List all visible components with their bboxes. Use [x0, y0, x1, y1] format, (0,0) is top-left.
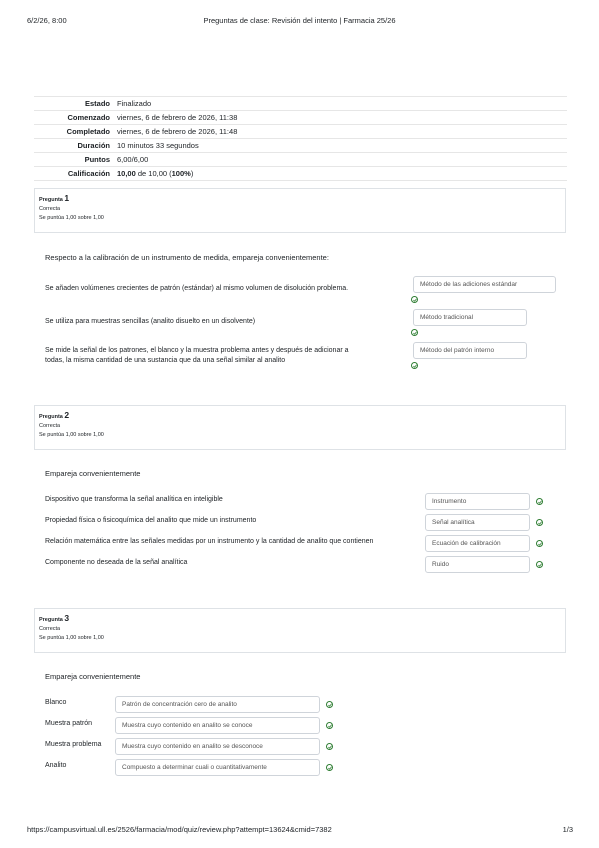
print-url[interactable]: https://campusvirtual.ull.es/2526/farmacia/mod/quiz/review.php?attempt=13624&cmid=7382 [27, 825, 332, 834]
match-select[interactable]: Señal analítica [425, 514, 530, 531]
check-circle-icon [326, 764, 333, 771]
question-text: Respecto a la calibración de un instrumento de medida, empareja convenientemente: [45, 253, 329, 262]
grade-percent: 100% [171, 169, 191, 178]
summary-value: viernes, 6 de febrero de 2026, 11:38 [113, 111, 567, 125]
check-circle-icon [326, 722, 333, 729]
match-select[interactable]: Compuesto a determinar cuali o cuantitativamente [115, 759, 320, 776]
check-circle-icon [536, 498, 543, 505]
summary-row [34, 125, 567, 139]
match-select[interactable]: Ruido [425, 556, 530, 573]
summary-label: Comenzado [34, 111, 113, 125]
summary-label: Duración [34, 139, 113, 153]
match-select[interactable]: Muestra cuyo contenido en analito se desconoce [115, 738, 320, 755]
summary-row [34, 153, 567, 167]
check-circle-icon [536, 519, 543, 526]
check-circle-icon [411, 329, 418, 336]
print-page-number: 1/3 [562, 825, 573, 834]
question-score: Se puntúa 1,00 sobre 1,00 [39, 432, 104, 438]
match-select[interactable]: Instrumento [425, 493, 530, 510]
question-number: Pregunta 1 [39, 193, 70, 203]
match-select[interactable]: Muestra cuyo contenido en analito se conoce [115, 717, 320, 734]
match-select[interactable]: Método tradicional [413, 309, 527, 326]
print-datetime: 6/2/26, 8:00 [27, 16, 67, 25]
summary-row [34, 97, 567, 111]
match-stem-line: todas, la misma cantidad de una sustancia que da una señal similar al analito [45, 357, 286, 364]
match-select[interactable]: Método de las adiciones estándar [413, 276, 556, 293]
question-number: Pregunta 3 [39, 613, 70, 623]
question-info-box [34, 608, 566, 653]
summary-value [113, 167, 567, 181]
match-stem: Relación matemática entre las señales medidas por un instrumento y la cantidad de analito que contienen [45, 538, 374, 545]
match-select[interactable]: Patrón de concentración cero de analito [115, 696, 320, 713]
grade-close: ) [190, 169, 194, 178]
match-stem: Componente no deseada de la señal analítica [45, 559, 188, 566]
summary-value: 6,00/6,00 [113, 153, 567, 167]
question-info-box [34, 188, 566, 233]
print-title: Preguntas de clase: Revisión del intento | Farmacia 25/26 [203, 16, 396, 25]
check-circle-icon [411, 296, 418, 303]
check-circle-icon [326, 701, 333, 708]
summary-row [34, 111, 567, 125]
summary-value: viernes, 6 de febrero de 2026, 11:48 [113, 125, 567, 139]
summary-value: 10 minutos 33 segundos [113, 139, 567, 153]
check-circle-icon [326, 743, 333, 750]
question-status: Correcta [39, 206, 61, 212]
match-stem [45, 346, 349, 366]
question-status: Correcta [39, 626, 61, 632]
match-stem: Dispositivo que transforma la señal analítica en inteligible [45, 496, 223, 503]
print-header [0, 16, 599, 26]
grade-total: de 10,00 ( [135, 169, 172, 178]
match-stem: Analito [45, 762, 67, 769]
check-circle-icon [411, 362, 418, 369]
match-stem: Propiedad física o fisicoquímica del analito que mide un instrumento [45, 517, 257, 524]
match-stem: Se añaden volúmenes crecientes de patrón (estándar) al mismo volumen de disolución problema. [45, 285, 349, 292]
match-select[interactable]: Ecuación de calibración [425, 535, 530, 552]
attempt-summary-table [34, 96, 567, 181]
print-footer [0, 825, 599, 835]
summary-label: Puntos [34, 153, 113, 167]
question-text: Empareja convenientemente [45, 469, 141, 478]
match-stem: Muestra patrón [45, 720, 93, 727]
question-text: Empareja convenientemente [45, 672, 141, 681]
summary-label: Estado [34, 97, 113, 111]
question-number: Pregunta 2 [39, 410, 70, 420]
check-circle-icon [536, 540, 543, 547]
match-select[interactable]: Método del patrón interno [413, 342, 527, 359]
check-circle-icon [536, 561, 543, 568]
summary-label: Calificación [34, 167, 113, 181]
match-stem: Blanco [45, 699, 67, 706]
question-score: Se puntúa 1,00 sobre 1,00 [39, 215, 104, 221]
question-status: Correcta [39, 423, 61, 429]
summary-label: Completado [34, 125, 113, 139]
question-score: Se puntúa 1,00 sobre 1,00 [39, 635, 104, 641]
summary-value: Finalizado [113, 97, 567, 111]
match-stem: Se utiliza para muestras sencillas (analito disuelto en un disolvente) [45, 318, 256, 325]
match-stem: Muestra problema [45, 741, 102, 748]
summary-row [34, 139, 567, 153]
grade-value: 10,00 [117, 169, 136, 178]
match-stem-line: Se mide la señal de los patrones, el blanco y la muestra problema antes y después de adicionar a [45, 347, 349, 354]
summary-row [34, 167, 567, 181]
question-info-box [34, 405, 566, 450]
